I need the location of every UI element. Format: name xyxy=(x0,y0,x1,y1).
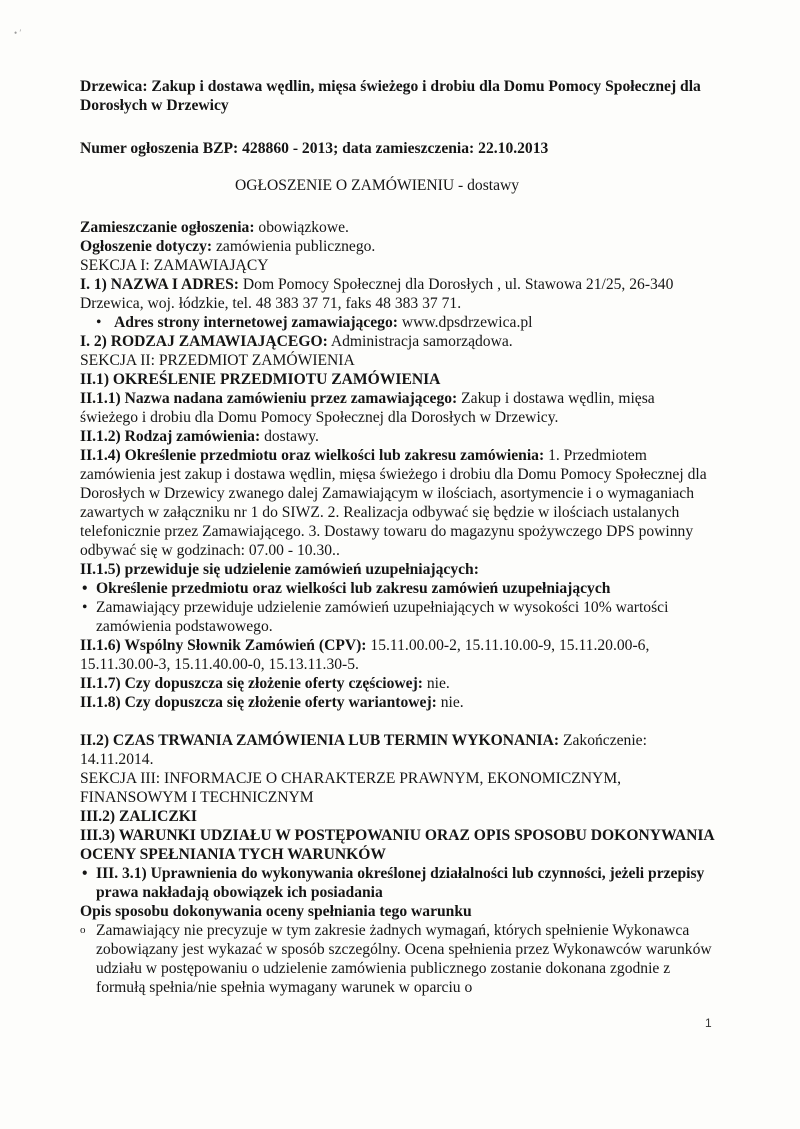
section-3-heading: SEKCJA III: INFORMACJE O CHARAKTERZE PRAWNYM, EKONOMICZNYM, FINANSOWYM I TECHNICZNYM xyxy=(80,770,622,806)
website-value: www.dpsdrzewica.pl xyxy=(397,314,533,331)
partial-offer-value: nie. xyxy=(422,675,450,692)
name-address xyxy=(80,275,716,313)
assessment-item xyxy=(80,921,716,997)
bullet-icon: • xyxy=(96,314,102,331)
duration-value: Zakończenie: 14.11.2014. xyxy=(80,732,647,768)
duration xyxy=(80,731,716,769)
page-number: 1 xyxy=(705,1016,712,1030)
bullet-icon: • xyxy=(82,580,88,597)
posting-type-value: obowiązkowe. xyxy=(254,219,349,236)
circle-bullet-icon: o xyxy=(80,924,86,936)
supplementary-scope-item xyxy=(80,579,716,598)
assessment-heading: Opis sposobu dokonywania oceny spełniania tego warunku xyxy=(80,903,472,920)
assessment-text: Zamawiający nie precyzuje w tym zakresie żadnych wymagań, których spełnienie Wykonawca zobowiązany jest wykazać w sposób szczególny. Ocena spełnienia przez Wykonawców warunków udziału w postępowaniu o udzielenie zamówienia publicznego zostanie dokonana zgodnie z formułą spełnia/nie spełnia wymagany warunek w oparciu o xyxy=(96,922,712,996)
contracting-type-label: I. 2) RODZAJ ZAMAWIAJĄCEGO: xyxy=(80,333,328,350)
partial-offer-label: II.1.7) Czy dopuszcza się złożenie oferty częściowej: xyxy=(80,675,423,692)
document-title: Drzewica: Zakup i dostawa wędlin, mięsa świeżego i drobiu dla Domu Pomocy Społecznej dla Dorosłych w Drzewicy xyxy=(80,78,701,114)
licenses-label: III. 3.1) Uprawnienia do wykonywania określonej działalności lub czynności, jeżeli przepisy prawa nakładają obowiązek ich posiadania xyxy=(96,865,705,901)
variant-offer xyxy=(80,693,716,712)
bullet-icon: • xyxy=(82,599,88,616)
bullet-icon: • xyxy=(82,865,88,882)
contract-scope-value: 1. Przedmiotem zamówienia jest zakup i dostawa wędlin, mięsa świeżego i drobiu dla Domu Pomocy Społecznej dla Dorosłych w Drzewicy zwanego dalej Zamawiającym w ilościach, asortymencie i o wymaganiach zawartych w załączniku nr 1 do SIWZ. 2. Realizacja odbywać się będzie w ilościach ustalanych telefonicznie przez Zamawiającego. 3. Dostawy towaru do magazynu spożywczego DPS powinny odbywać się w godzinach: 07.00 - 10.30.. xyxy=(80,447,707,559)
notice-heading: OGŁOSZENIE O ZAMÓWIENIU - dostawy xyxy=(235,177,520,194)
contract-kind-value: dostawy. xyxy=(260,428,319,445)
posting-type xyxy=(80,218,716,237)
section-1-heading: SEKCJA I: ZAMAWIAJĄCY xyxy=(80,257,269,274)
advances-heading: III.2) ZALICZKI xyxy=(80,808,197,825)
website-label: Adres strony internetowej zamawiającego: xyxy=(114,314,398,331)
subject-heading: II.1) OKREŚLENIE PRZEDMIOTU ZAMÓWIENIA xyxy=(80,371,441,388)
supplementary-percent-item xyxy=(80,598,716,636)
cpv-label: II.1.6) Wspólny Słownik Zamówień (CPV): xyxy=(80,637,367,654)
supplementary-orders: II.1.5) przewiduje się udzielenie zamówień uzupełniających: xyxy=(80,561,479,578)
notice-number: Numer ogłoszenia BZP: 428860 - 2013; data zamieszczenia: 22.10.2013 xyxy=(80,140,549,157)
document-body xyxy=(80,77,716,997)
conditions-heading: III.3) WARUNKI UDZIAŁU W POSTĘPOWANIU ORAZ OPIS SPOSOBU DOKONYWANIA OCENY SPEŁNIANIA TYCH WARUNKÓW xyxy=(80,827,714,863)
notice-concerns-label: Ogłoszenie dotyczy: xyxy=(80,238,213,255)
contract-kind xyxy=(80,427,716,446)
section-2-heading: SEKCJA II: PRZEDMIOT ZAMÓWIENIA xyxy=(80,352,355,369)
duration-label: II.2) CZAS TRWANIA ZAMÓWIENIA LUB TERMIN WYKONANIA: xyxy=(80,732,560,749)
contract-scope xyxy=(80,446,716,560)
contract-scope-label: II.1.4) Określenie przedmiotu oraz wielkości lub zakresu zamówienia: xyxy=(80,447,545,464)
cpv-value: 15.11.00.00-2, 15.11.10.00-9, 15.11.20.00-6, 15.11.30.00-3, 15.11.40.00-0, 15.13.11.30-5. xyxy=(80,637,650,673)
variant-offer-value: nie. xyxy=(436,694,464,711)
contract-name-label: II.1.1) Nazwa nadana zamówieniu przez zamawiającego: xyxy=(80,390,458,407)
website-item xyxy=(80,313,716,332)
supplementary-percent-text: Zamawiający przewiduje udzielenie zamówień uzupełniających w wysokości 10% wartości zamówienia podstawowego. xyxy=(96,599,669,635)
contract-name xyxy=(80,389,716,427)
name-address-value: Dom Pomocy Społecznej dla Dorosłych , ul. Stawowa 21/25, 26-340 Drzewica, woj. łódzkie, tel. 48 383 37 71, faks 48 383 37 71. xyxy=(80,276,674,312)
cpv-codes xyxy=(80,636,716,674)
supplementary-scope-label: Określenie przedmiotu oraz wielkości lub zakresu zamówień uzupełniających xyxy=(96,580,611,597)
scan-artifact: • ′ xyxy=(14,28,22,38)
notice-concerns xyxy=(80,237,716,256)
contracting-type xyxy=(80,332,716,351)
contracting-type-value: Administracja samorządowa. xyxy=(327,333,513,350)
posting-type-label: Zamieszczanie ogłoszenia: xyxy=(80,219,255,236)
partial-offer xyxy=(80,674,716,693)
notice-concerns-value: zamówienia publicznego. xyxy=(212,238,376,255)
licenses-item xyxy=(80,864,716,902)
contract-kind-label: II.1.2) Rodzaj zamówienia: xyxy=(80,428,261,445)
contract-name-value: Zakup i dostawa wędlin, mięsa świeżego i drobiu dla Domu Pomocy Społecznej dla Dorosłych w Drzewicy. xyxy=(80,390,655,426)
variant-offer-label: II.1.8) Czy dopuszcza się złożenie oferty wariantowej: xyxy=(80,694,437,711)
name-address-label: I. 1) NAZWA I ADRES: xyxy=(80,276,239,293)
